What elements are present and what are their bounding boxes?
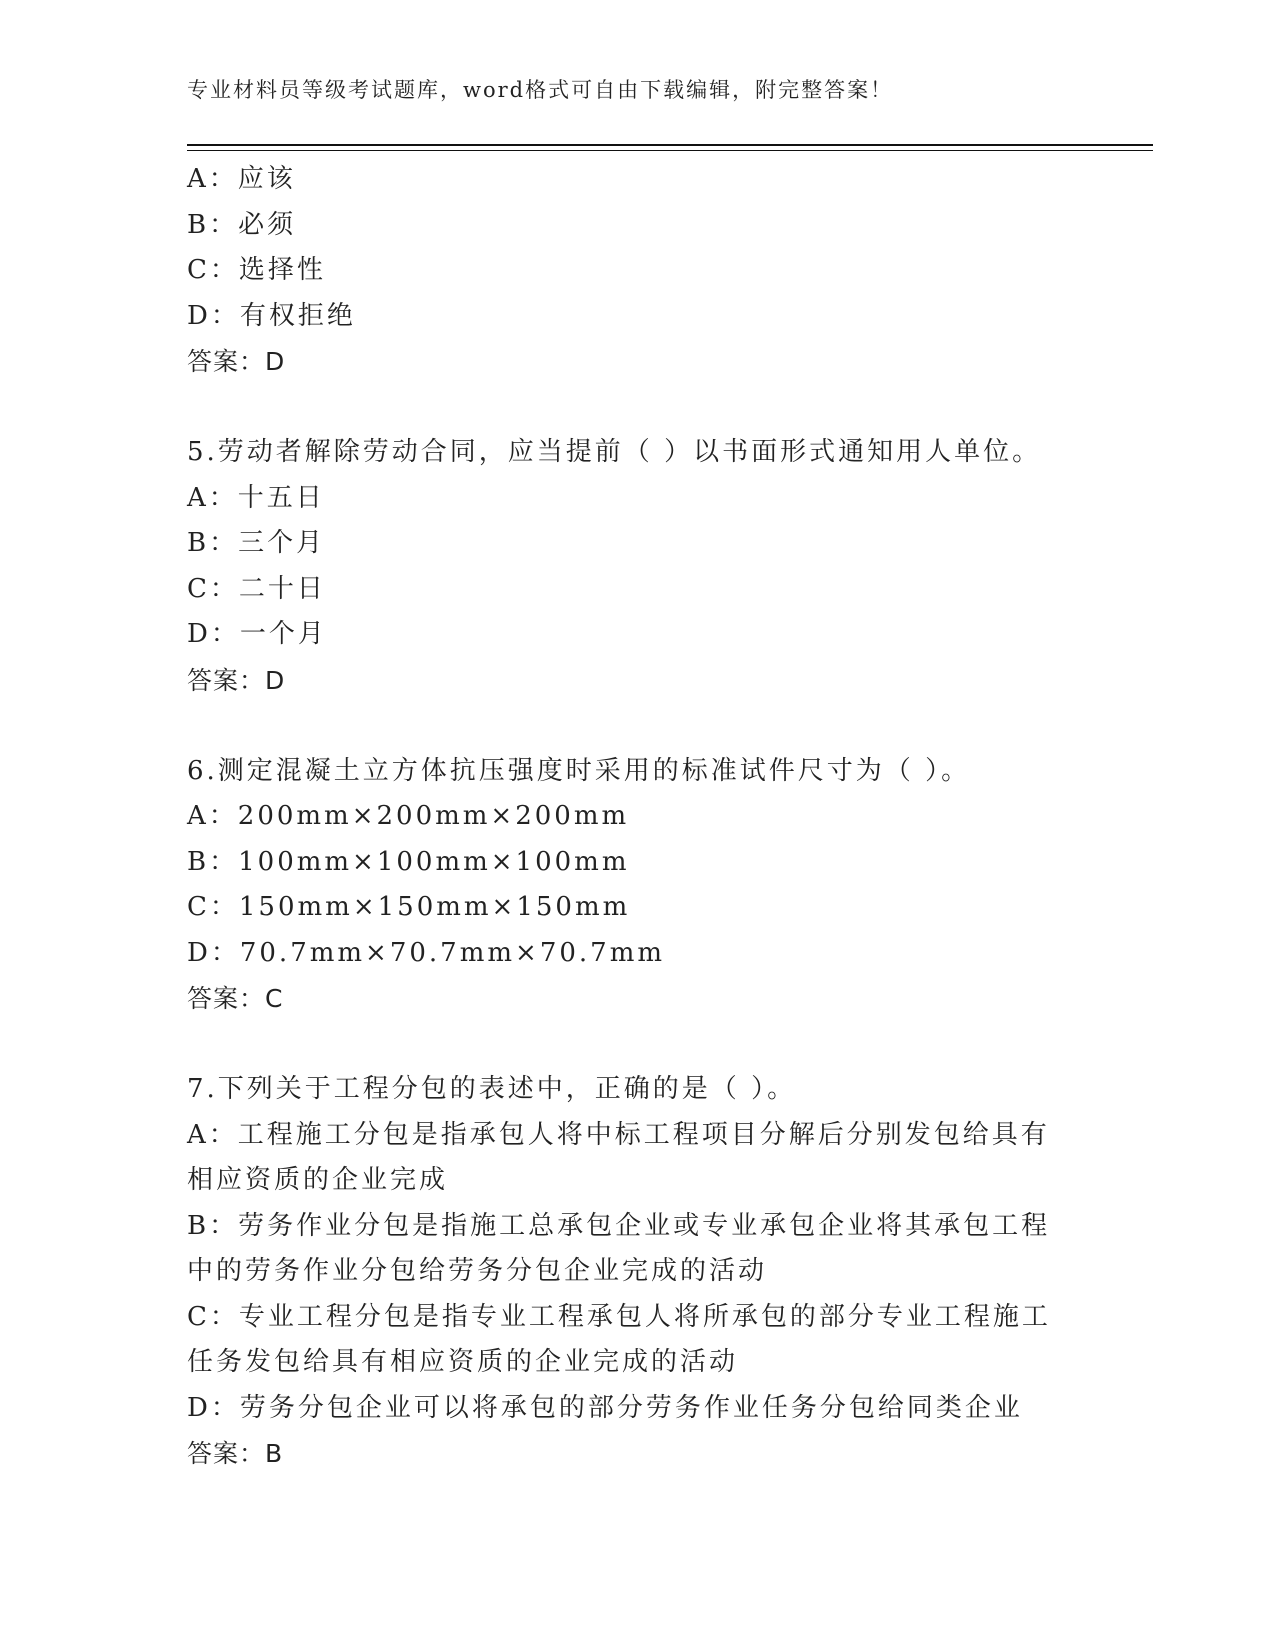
q6-question: 6.测定混凝土立方体抗压强度时采用的标准试件尺寸为（ ）。 [187,755,971,786]
q5-option-d: D：一个月 [187,619,327,649]
q7-option-c: C：专业工程分包是指专业工程承包人将所承包的部分专业工程施工任务发包给具有相应资质的企业完成的活动 [187,1301,1051,1377]
q6-option-c: C：150mm×150mm×150mm [187,892,631,922]
question-7-block [187,1067,1087,1477]
q5-answer: 答案：D [187,665,286,695]
q6-option-a: A：200mm×200mm×200mm [187,801,630,831]
q5-question: 5.劳动者解除劳动合同，应当提前（ ）以书面形式通知用人单位。 [187,437,1042,467]
q6-option-b: B：100mm×100mm×100mm [187,846,630,877]
q5-option-b: B：三个月 [187,528,326,558]
header-rule [187,144,1153,146]
spacer [187,385,1087,431]
q5-option-a: A：十五日 [187,482,325,513]
q4-answer: 答案：D [187,347,286,376]
question-5-block [187,430,1087,703]
q6-answer: 答案：C [187,984,284,1013]
q7-question: 7.下列关于工程分包的表述中，正确的是（ ）。 [187,1074,797,1104]
q7-option-a: A：工程施工分包是指承包人将中标工程项目分解后分别发包给具有相应资质的企业完成 [187,1119,1050,1195]
question-4-block [187,157,1087,385]
q6-option-d: D：70.7mm×70.7mm×70.7mm [187,937,666,968]
q7-option-d: D：劳务分包企业可以将承包的部分劳务作业任务分包给同类企业 [187,1392,1023,1423]
q4-option-a: A：应该 [187,164,296,194]
q4-option-d: D：有权拒绝 [187,300,356,331]
q7-answer: 答案：B [187,1439,284,1468]
header-rule-thin [187,150,1153,151]
question-6-block [187,749,1087,1022]
page-header: 专业材料员等级考试题库，word格式可自由下载编辑，附完整答案！ [187,78,894,102]
document-body [187,157,1087,1477]
q4-option-b: B：必须 [187,209,297,240]
q4-option-c: C：选择性 [187,255,326,285]
spacer [187,1022,1087,1068]
spacer [187,703,1087,749]
q7-option-b: B：劳务作业分包是指施工总承包企业或专业承包企业将其承包工程中的劳务作业分包给劳务分包企业完成的活动 [187,1210,1051,1286]
q5-option-c: C：二十日 [187,573,326,604]
